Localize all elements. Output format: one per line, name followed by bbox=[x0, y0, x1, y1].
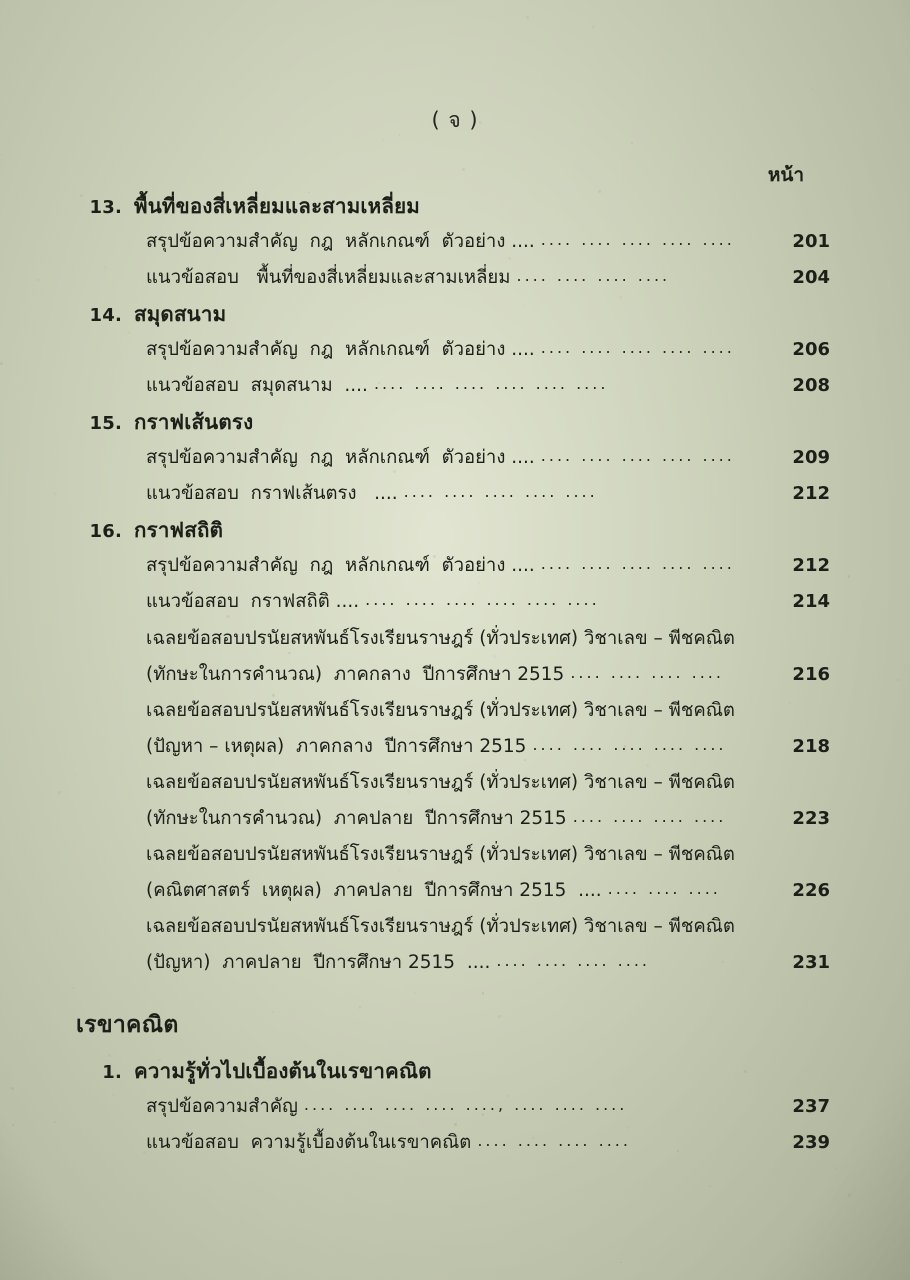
entry-page-number: 209 bbox=[792, 447, 830, 469]
entry-page-number: 239 bbox=[792, 1132, 830, 1154]
toc-entry bbox=[76, 1089, 830, 1125]
entry-label: แนวข้อสอบ กราฟเส้นตรง .... bbox=[146, 483, 398, 505]
leader-dots: .... .... .... .... .... .... bbox=[365, 590, 600, 610]
leader-dots: .... .... .... .... .... bbox=[532, 734, 727, 754]
toc-entry bbox=[76, 476, 830, 512]
leader-dots: .... .... .... .... .... .... bbox=[373, 374, 609, 394]
toc-entry bbox=[76, 224, 830, 260]
chapter-heading bbox=[76, 298, 830, 331]
leader-dots: .... .... .... bbox=[607, 878, 721, 898]
toc-chapter bbox=[76, 190, 830, 296]
toc-entry bbox=[76, 621, 830, 693]
toc-entry bbox=[76, 693, 830, 765]
entry-label-line2-row bbox=[146, 801, 830, 837]
leader-dots: .... .... .... .... bbox=[572, 806, 727, 826]
chapter-heading bbox=[76, 190, 830, 223]
toc-entry bbox=[76, 765, 830, 837]
entry-label-line2-row bbox=[146, 945, 830, 981]
leader-dots: .... .... .... .... .... bbox=[540, 338, 735, 358]
toc-chapter bbox=[76, 406, 830, 512]
toc-entry bbox=[76, 584, 830, 620]
toc-entry bbox=[76, 1125, 830, 1161]
chapter-heading bbox=[76, 406, 830, 439]
entry-label-line2: (ปัญหา) ภาคปลาย ปีการศึกษา 2515 .... bbox=[146, 952, 491, 974]
toc-chapter bbox=[76, 298, 830, 404]
page-marker: ( จ ) bbox=[431, 108, 479, 132]
entry-label: สรุปข้อความสำคัญ bbox=[146, 1096, 298, 1118]
entry-label-line2: (ทักษะในการคำนวณ) ภาคกลาง ปีการศึกษา 2515 bbox=[146, 663, 565, 685]
chapter-heading bbox=[76, 1055, 830, 1088]
entry-page-number: 226 bbox=[792, 879, 830, 901]
entry-label: สรุปข้อความสำคัญ กฎ หลักเกณฑ์ ตัวอย่าง .... bbox=[146, 339, 535, 361]
entry-label-line1: เฉลยข้อสอบปรนัยสหพันธ์โรงเรียนราษฎร์ (ทั่วประเทศ) วิชาเลข – พีชคณิต bbox=[146, 699, 735, 721]
chapter-number: 16. bbox=[89, 521, 122, 543]
entry-label: แนวข้อสอบ สมุดสนาม .... bbox=[146, 375, 368, 397]
leader-dots: .... .... .... .... ...., .... .... .... bbox=[303, 1095, 628, 1115]
entry-label-line1: เฉลยข้อสอบปรนัยสหพันธ์โรงเรียนราษฎร์ (ทั่วประเทศ) วิชาเลข – พีชคณิต bbox=[146, 916, 735, 937]
entry-label: สรุปข้อความสำคัญ กฎ หลักเกณฑ์ ตัวอย่าง .... bbox=[146, 555, 535, 577]
page-column-header: หน้า bbox=[767, 164, 804, 186]
leader-dots: .... .... .... .... bbox=[477, 1131, 631, 1151]
entry-page-number: 212 bbox=[792, 483, 830, 505]
entry-page-number: 201 bbox=[792, 231, 830, 252]
entry-label-line2-row bbox=[146, 873, 830, 909]
section-title-geometry: เรขาคณิต bbox=[76, 1012, 179, 1039]
entry-label-line2-row bbox=[146, 729, 830, 765]
chapter-number: 1. bbox=[102, 1062, 122, 1084]
chapter-heading bbox=[76, 514, 830, 547]
entry-page-number: 212 bbox=[792, 555, 830, 577]
entry-page-number: 237 bbox=[792, 1096, 830, 1118]
toc-entry bbox=[76, 548, 830, 584]
toc-entry bbox=[76, 837, 830, 909]
chapter-title: กราฟเส้นตรง bbox=[134, 410, 254, 435]
entry-label-line2: (ทักษะในการคำนวณ) ภาคปลาย ปีการศึกษา 2515 bbox=[146, 807, 567, 829]
chapter-title: ความรู้ทั่วไปเบื้องต้นในเรขาคณิต bbox=[134, 1059, 432, 1084]
entry-page-number: 218 bbox=[792, 735, 830, 757]
entry-page-number: 223 bbox=[792, 807, 830, 829]
leader-dots: .... .... .... .... bbox=[570, 662, 724, 682]
toc-entry bbox=[76, 260, 830, 296]
chapter-title: กราฟสถิติ bbox=[134, 518, 224, 543]
chapter-number: 13. bbox=[89, 197, 122, 218]
leader-dots: .... .... .... .... .... bbox=[540, 446, 735, 466]
toc-entry bbox=[76, 368, 830, 404]
chapter-title: พื้นที่ของสี่เหลี่ยมและสามเหลี่ยม bbox=[134, 194, 421, 218]
leader-dots: .... .... .... .... .... bbox=[403, 482, 598, 502]
leader-dots: .... .... .... .... .... bbox=[540, 554, 735, 574]
toc-entry bbox=[76, 909, 830, 981]
chapter-number: 15. bbox=[89, 413, 122, 435]
entry-label: แนวข้อสอบ ความรู้เบื้องต้นในเรขาคณิต bbox=[146, 1132, 472, 1154]
entry-label-line1: เฉลยข้อสอบปรนัยสหพันธ์โรงเรียนราษฎร์ (ทั่วประเทศ) วิชาเลข – พีชคณิต bbox=[146, 771, 735, 793]
entry-page-number: 206 bbox=[792, 339, 830, 361]
entry-label: สรุปข้อความสำคัญ กฎ หลักเกณฑ์ ตัวอย่าง .... bbox=[146, 447, 535, 469]
toc-content bbox=[76, 190, 830, 1163]
toc-entry bbox=[76, 440, 830, 476]
toc-entry bbox=[76, 332, 830, 368]
entry-label-line2: (ปัญหา – เหตุผล) ภาคกลาง ปีการศึกษา 2515 bbox=[146, 735, 527, 757]
entry-label: แนวข้อสอบ พื้นที่ของสี่เหลี่ยมและสามเหลี่ยม bbox=[146, 267, 511, 289]
entry-label-line1: เฉลยข้อสอบปรนัยสหพันธ์โรงเรียนราษฎร์ (ทั่วประเทศ) วิชาเลข – พีชคณิต bbox=[146, 843, 735, 865]
entry-page-number: 208 bbox=[792, 375, 830, 397]
entry-label-line1: เฉลยข้อสอบปรนัยสหพันธ์โรงเรียนราษฎร์ (ทั่วประเทศ) วิชาเลข – พีชคณิต bbox=[146, 627, 735, 649]
entry-page-number: 214 bbox=[792, 591, 830, 613]
entry-label: แนวข้อสอบ กราฟสถิติ .... bbox=[146, 591, 360, 613]
leader-dots: .... .... .... .... .... bbox=[540, 230, 735, 249]
chapter-number: 14. bbox=[89, 305, 122, 327]
entry-label: สรุปข้อความสำคัญ กฎ หลักเกณฑ์ ตัวอย่าง .... bbox=[146, 231, 535, 252]
leader-dots: .... .... .... .... bbox=[496, 951, 650, 971]
chapter-title: สมุดสนาม bbox=[134, 302, 227, 327]
entry-label-line2-row bbox=[146, 657, 830, 693]
entry-page-number: 204 bbox=[792, 267, 830, 289]
toc-chapter bbox=[76, 1055, 830, 1161]
entry-page-number: 216 bbox=[792, 663, 830, 685]
toc-chapter bbox=[76, 514, 830, 981]
leader-dots: .... .... .... .... bbox=[516, 266, 671, 286]
entry-page-number: 231 bbox=[792, 952, 830, 974]
entry-label-line2: (คณิตศาสตร์ เหตุผล) ภาคปลาย ปีการศึกษา 2515 .... bbox=[146, 879, 602, 901]
